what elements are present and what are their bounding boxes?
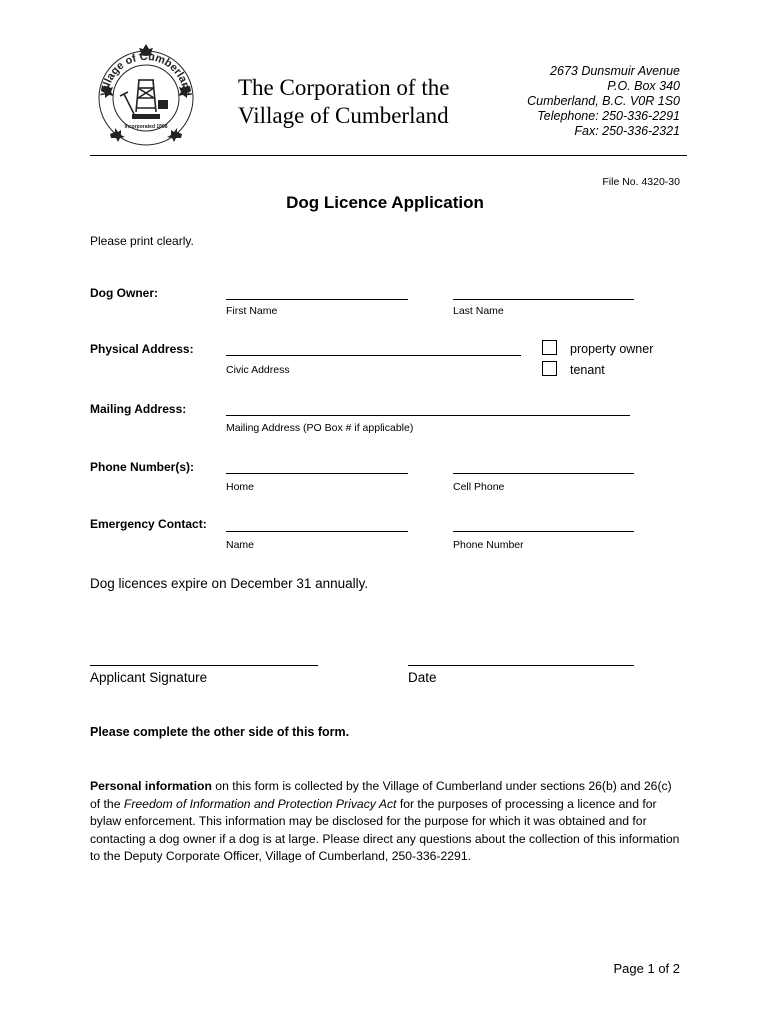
instructions-text: Please print clearly.: [90, 234, 194, 248]
first-name-caption: First Name: [226, 305, 278, 317]
tenant-label: tenant: [570, 363, 605, 377]
file-number: File No. 4320-30: [602, 176, 680, 188]
organization-address: [500, 64, 680, 139]
emergency-phone-field[interactable]: [453, 531, 634, 532]
home-phone-field[interactable]: [226, 473, 408, 474]
applicant-signature-label: Applicant Signature: [90, 670, 208, 685]
civic-address-caption: Civic Address: [226, 364, 290, 376]
village-seal-logo: [92, 42, 200, 150]
address-line: Cumberland, B.C. V0R 1S0: [527, 94, 680, 108]
mailing-address-caption: Mailing Address (PO Box # if applicable): [226, 422, 414, 434]
expiry-note: Dog licences expire on December 31 annually.: [90, 576, 369, 591]
first-name-field[interactable]: [226, 299, 408, 300]
cell-phone-caption: Cell Phone: [453, 481, 505, 493]
organization-title-line1: The Corporation of the: [238, 75, 450, 100]
mailing-address-field[interactable]: [226, 415, 630, 416]
seal-top-text: Village of Cumberland: [98, 50, 194, 97]
physical-address-label: Physical Address:: [90, 342, 194, 356]
phone-numbers-label: Phone Number(s):: [90, 460, 195, 474]
complete-other-side-note: Please complete the other side of this form.: [90, 725, 350, 739]
privacy-notice-text-2: for the purposes of processing a licence and for bylaw enforcement. This information may be disclosed for the purpose for which it was obtained and for contacting a dog owner if a dog is at large. Please direct any questions about the collection of this information to the Deputy Corporate Officer, Village of Cumberland, 250-336-2291.: [90, 796, 680, 863]
mailing-address-label: Mailing Address:: [90, 402, 187, 416]
address-line: Telephone: 250-336-2291: [537, 109, 680, 123]
seal-bottom-text: Incorporated 1898: [124, 124, 168, 130]
civic-address-field[interactable]: [226, 355, 521, 356]
tenant-checkbox[interactable]: [542, 361, 557, 376]
dog-owner-label: Dog Owner:: [90, 286, 158, 300]
date-field[interactable]: [408, 665, 634, 666]
form-title: Dog Licence Application: [286, 193, 484, 212]
applicant-signature-field[interactable]: [90, 665, 318, 666]
address-line: Fax: 250-336-2321: [574, 124, 680, 138]
last-name-caption: Last Name: [453, 305, 504, 317]
svg-text:Village of Cumberland: [99, 51, 193, 97]
address-line: P.O. Box 340: [607, 79, 680, 93]
cell-phone-field[interactable]: [453, 473, 634, 474]
organization-title-line2: Village of Cumberland: [238, 103, 449, 128]
privacy-act-name: Freedom of Information and Protection Privacy Act: [123, 796, 397, 811]
property-owner-checkbox[interactable]: [542, 340, 557, 355]
page-number: Page 1 of 2: [613, 961, 680, 976]
date-label: Date: [408, 670, 437, 685]
emergency-phone-caption: Phone Number: [453, 539, 524, 551]
home-phone-caption: Home: [226, 481, 255, 493]
emergency-name-caption: Name: [226, 539, 255, 551]
header-divider: [90, 155, 687, 156]
last-name-field[interactable]: [453, 299, 634, 300]
privacy-notice: [90, 778, 685, 866]
address-line: 2673 Dunsmuir Avenue: [550, 64, 680, 78]
emergency-contact-label: Emergency Contact:: [90, 517, 207, 531]
emergency-name-field[interactable]: [226, 531, 408, 532]
property-owner-label: property owner: [570, 342, 654, 356]
privacy-notice-lead: Personal information: [90, 779, 212, 793]
privacy-notice-text-1: on this form is collected by the Village of Cumberland under sections 26(b) and 26(c) of the: [90, 779, 672, 811]
organization-title: [238, 74, 498, 130]
